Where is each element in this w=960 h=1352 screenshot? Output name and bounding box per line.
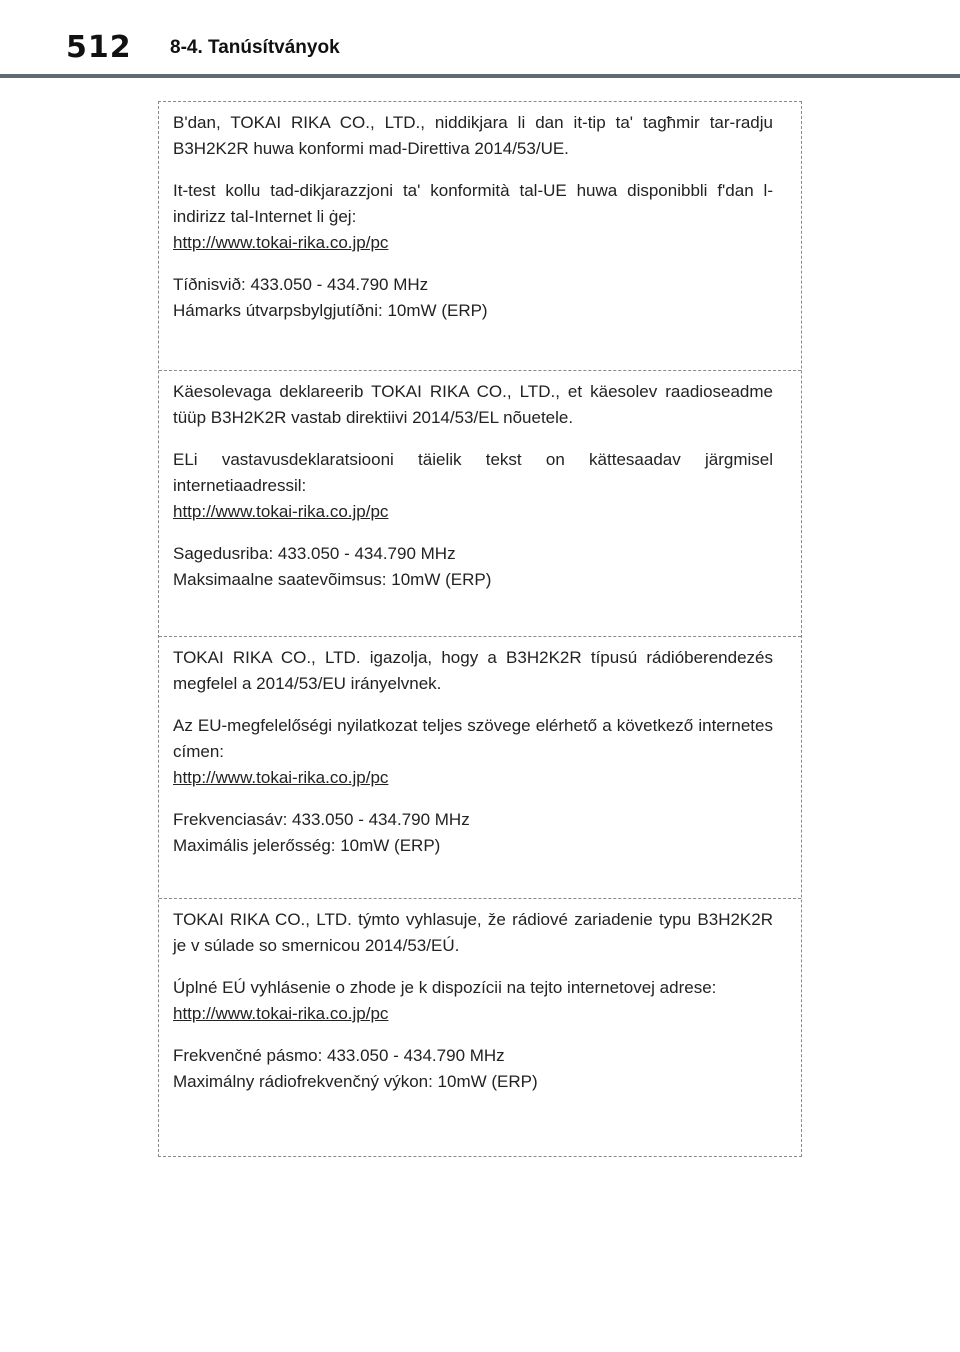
header-rule xyxy=(0,74,960,78)
availability-text: ELi vastavusdeklaratsiooni täielik tekst on kättesaadav järgmisel internetiaadressil: xyxy=(173,450,773,495)
declaration-text: B'dan, TOKAI RIKA CO., LTD., niddikjara li dan it-tip ta' tagħmir tar-radju B3H2K2R huwa konformi mad-Direttiva 2014/53/UE. xyxy=(173,113,773,158)
declaration-link[interactable]: http://www.tokai-rika.co.jp/pc xyxy=(173,502,389,521)
declaration-link[interactable]: http://www.tokai-rika.co.jp/pc xyxy=(173,233,389,252)
availability-text: It-test kollu tad-dikjarazzjoni ta' konformità tal-UE huwa disponibbli f'dan l-indirizz tal-Internet li ġej: xyxy=(173,181,773,226)
declaration-link[interactable]: http://www.tokai-rika.co.jp/pc xyxy=(173,768,389,787)
power-text: Hámarks útvarpsbylgjutíðni: 10mW (ERP) xyxy=(173,301,488,320)
page-header xyxy=(0,0,960,80)
declaration-text: Käesolevaga deklareerib TOKAI RIKA CO., LTD., et käesolev raadioseadme tüüp B3H2K2R vastab direktiivi 2014/53/EL nõuetele. xyxy=(173,382,773,427)
certification-box xyxy=(158,101,802,1157)
section-title: 8-4. Tanúsítványok xyxy=(170,37,340,58)
frequency-text: Tíðnisvið: 433.050 - 434.790 MHz xyxy=(173,275,429,294)
availability-text: Úplné EÚ vyhlásenie o zhode je k dispozícii na tejto internetovej adrese: xyxy=(173,978,717,997)
declaration-text: TOKAI RIKA CO., LTD. igazolja, hogy a B3H2K2R típusú rádióberendezés megfelel a 2014/53/EU irányelvnek. xyxy=(173,648,773,693)
declaration-link[interactable]: http://www.tokai-rika.co.jp/pc xyxy=(173,1004,389,1023)
power-text: Maximálny rádiofrekvenčný výkon: 10mW (ERP) xyxy=(173,1072,538,1091)
frequency-text: Sagedusriba: 433.050 - 434.790 MHz xyxy=(173,544,456,563)
declaration-text: TOKAI RIKA CO., LTD. týmto vyhlasuje, že rádiové zariadenie typu B3H2K2R je v súlade so smernicou 2014/53/EÚ. xyxy=(173,910,773,955)
frequency-text: Frekvenciasáv: 433.050 - 434.790 MHz xyxy=(173,810,470,829)
page-number: 512 xyxy=(66,30,132,65)
availability-text: Az EU-megfelelőségi nyilatkozat teljes szövege elérhető a következő internetes címen: xyxy=(173,716,773,761)
power-text: Maksimaalne saatevõimsus: 10mW (ERP) xyxy=(173,570,492,589)
cert-block-maltese xyxy=(159,102,801,370)
power-text: Maximális jelerősség: 10mW (ERP) xyxy=(173,836,441,855)
cert-block-estonian xyxy=(159,370,801,636)
frequency-text: Frekvenčné pásmo: 433.050 - 434.790 MHz xyxy=(173,1046,505,1065)
cert-block-hungarian xyxy=(159,636,801,898)
cert-block-slovak xyxy=(159,898,801,1156)
